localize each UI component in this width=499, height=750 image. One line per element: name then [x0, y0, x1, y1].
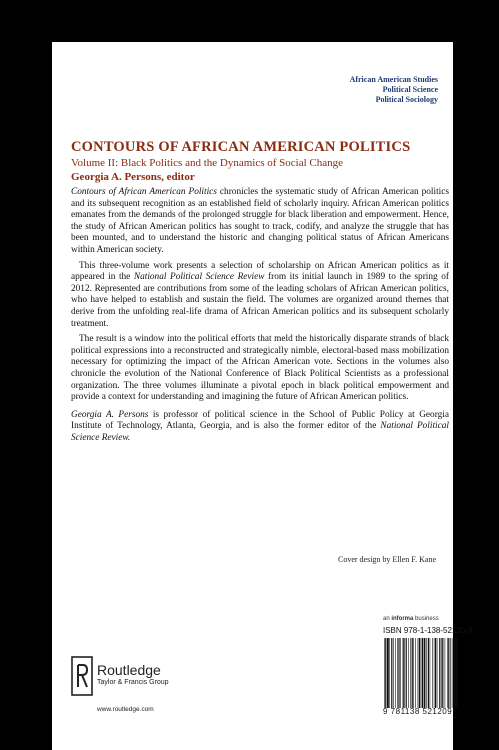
blurb-paragraph-3: The result is a window into the political efforts that meld the historically disparate strands of black political expressions into a reconstructed and strategically nimble, electoral-based mass mobilization necessary for optimizing the impact of the African American vote. Sections in the volumes also chronicle the evolution of the National Conference of Black Political Scientists as a professional organization. The three volumes illuminate a pivotal epoch in black political empowerment and provide a context for understanding and imagining the future of African American politics. — [71, 334, 449, 403]
barcode-bar — [445, 638, 446, 708]
cover-design-credit: Cover design by Ellen F. Kane — [337, 555, 436, 564]
barcode-bar — [447, 638, 448, 708]
barcode-bar — [428, 638, 429, 708]
barcode-bar — [430, 638, 431, 708]
barcode-bar — [398, 638, 399, 708]
barcode-bar — [404, 638, 405, 708]
subject-item: Political Science — [382, 85, 438, 94]
barcode-bar — [457, 638, 458, 708]
barcode-bar — [403, 638, 404, 708]
book-editor: Georgia A. Persons, editor — [71, 171, 195, 183]
barcode-bar — [450, 638, 451, 708]
publisher-group: Taylor & Francis Group — [97, 679, 169, 686]
subject-list — [350, 75, 438, 105]
barcode-bar — [413, 638, 414, 708]
barcode-bar — [424, 638, 426, 708]
barcode-bar — [439, 638, 440, 708]
barcode-bar — [406, 638, 407, 708]
barcode-digits: 9 781138 521209 — [383, 707, 453, 716]
barcode-bar — [434, 638, 435, 708]
journal-reference: National Political Science Review — [133, 272, 265, 283]
title-reference: Contours of African American Politics — [71, 187, 217, 197]
isbn: ISBN 978-1-138-52120-9 — [383, 626, 473, 635]
barcode-bar — [454, 638, 455, 708]
editor-bio: Georgia A. Persons is professor of political science in the School of Public Policy at Georgia Institute of Technology, Atlanta, Georgia, and is also the former editor of the National Political Science Review. — [71, 409, 449, 443]
barcode-bar — [412, 638, 413, 708]
barcode-bar — [395, 638, 396, 708]
barcode-bar — [422, 638, 423, 708]
barcode-bar — [384, 638, 385, 708]
barcode-bar — [435, 638, 436, 708]
barcode-bar — [385, 638, 386, 708]
barcode-bar — [442, 638, 443, 708]
barcode-bar — [408, 638, 409, 708]
barcode-bar — [421, 638, 422, 708]
back-cover — [52, 42, 473, 750]
barcode-bar — [441, 638, 442, 708]
barcode-bar — [418, 638, 419, 708]
bio-name: Georgia A. Persons — [71, 409, 149, 420]
barcode-bar — [432, 638, 433, 708]
book-title: CONTOURS OF AFRICAN AMERICAN POLITICS — [71, 139, 411, 155]
subject-item: Political Sociology — [375, 95, 438, 104]
publisher-url[interactable]: www.routledge.com — [97, 706, 154, 713]
routledge-logo-icon — [71, 656, 93, 696]
barcode-bar — [410, 638, 411, 708]
barcode-bar — [426, 638, 427, 708]
barcode-bar — [452, 638, 453, 708]
blurb-paragraph-2: This three-volume work presents a selection of scholarship on African American politics as it appeared in the National Political Science Review from its initial launch in 1989 to the spring of 2012. Represented are contributions from some of the leading scholars of African American politics, who have helped to establish and sustain the field. The volumes are organized around themes that derive from the unfolding real-life drama of African American politics and its subsequent scholarly treatment. — [71, 260, 449, 329]
subject-item: African American Studies — [349, 75, 438, 84]
barcode — [383, 638, 459, 708]
blurb — [71, 187, 449, 448]
barcode-bar — [389, 638, 390, 708]
barcode-bar — [437, 638, 438, 708]
publisher-name: Routledge — [97, 662, 161, 678]
barcode-bar — [397, 638, 398, 708]
journal-reference: National Political Science Review. — [71, 421, 449, 443]
barcode-bar — [448, 638, 449, 708]
informa-tagline: an informa business — [383, 616, 439, 622]
barcode-bar — [415, 638, 416, 708]
barcode-bar — [400, 638, 401, 708]
book-subtitle: Volume II: Black Politics and the Dynamics of Social Change — [71, 157, 343, 169]
barcode-bar — [455, 638, 456, 708]
blurb-paragraph-1: Contours of African American Politics chronicles the systematic study of African American politics and its subsequent recognition as an established field of scholarly inquiry. African American politics emanates from the demands of the prolonged struggle for black liberation and empowerment. Hence, the study of African American politics has sought to track, codify, and analyze the struggle that has been mounted, and to understand the historic and changing political status of African Americans within American society. — [71, 187, 449, 255]
barcode-bar — [393, 638, 394, 708]
barcode-bar — [391, 638, 392, 708]
barcode-bar — [419, 638, 420, 708]
barcode-bar — [387, 638, 389, 708]
